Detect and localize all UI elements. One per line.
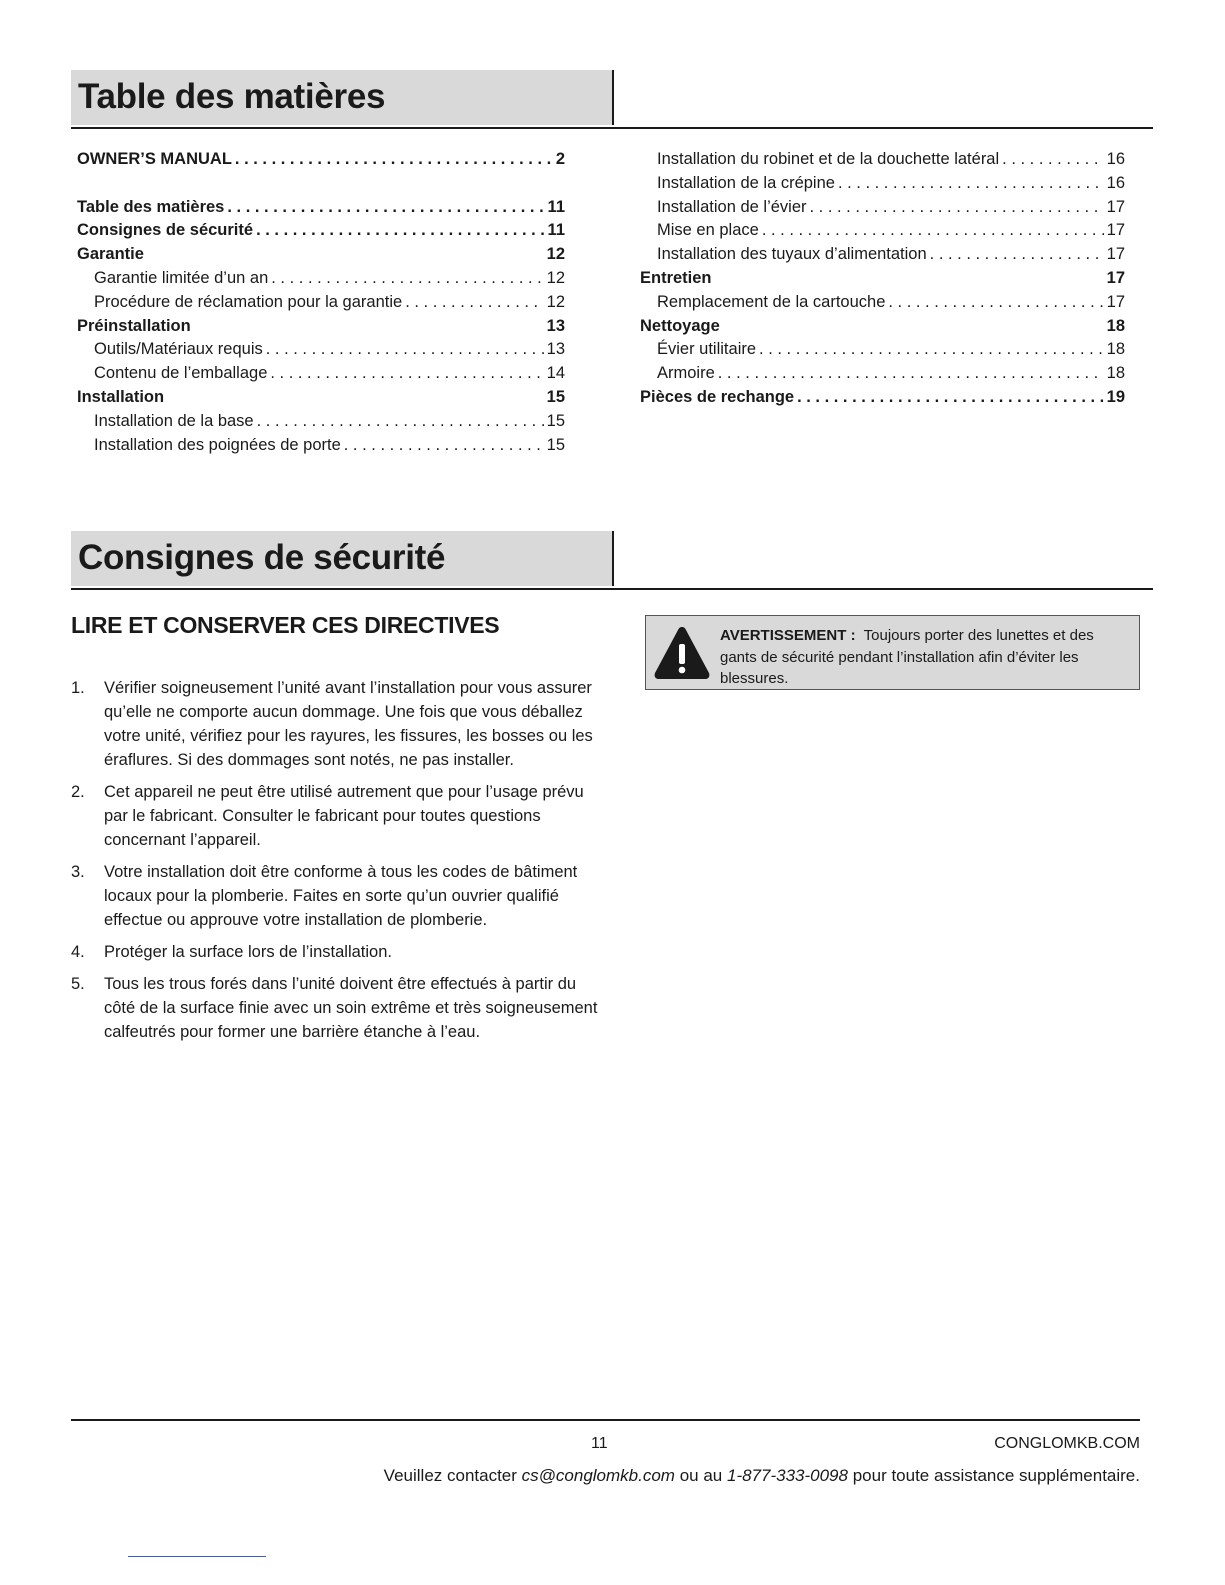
toc-entry[interactable] [640,267,1125,291]
toc-entry-page: 12 [546,245,565,264]
toc-entry-page: 13 [546,340,565,359]
toc-dot-leader [888,291,1103,315]
toc-left-column [77,148,565,457]
toc-dot-leader [810,196,1104,220]
toc-entry[interactable] [640,315,1125,339]
warning-message: Toujours porter des lunettes et des gants de sécurité pendant l’installation afin d’éviter les blessures. [720,627,1094,687]
toc-dot-leader [271,267,543,291]
toc-entry-page: 18 [1106,316,1125,335]
toc-entry-page: 17 [1106,292,1125,311]
toc-dot-leader [270,362,543,386]
toc-spacer [77,172,565,196]
toc-entry-label: Garantie [77,245,144,264]
toc-section-header [71,70,1153,129]
toc-entry-page: 12 [546,292,565,311]
toc-entry-label: Garantie limitée d’un an [94,268,269,287]
toc-header-band [71,70,614,125]
contact-prefix: Veuillez contacter [383,1466,517,1485]
toc-right-column [640,148,1125,410]
toc-entry[interactable] [77,148,565,172]
toc-entry-label: Installation de la crépine [657,173,835,192]
toc-entry[interactable] [77,410,565,434]
safety-rule-text: Protéger la surface lors de l’installation. [104,943,392,961]
footer-contact [384,1466,1140,1486]
safety-subtitle: LIRE ET CONSERVER CES DIRECTIVES [71,612,500,638]
toc-entry-page: 17 [1106,245,1125,264]
toc-entry-label: OWNER’S MANUAL [77,150,232,168]
toc-entry[interactable] [77,386,565,410]
toc-entry-label: Installation [77,387,165,406]
toc-dot-leader [838,172,1104,196]
toc-dot-leader [930,243,1104,267]
safety-header-band [71,531,614,586]
toc-entry[interactable] [77,219,565,243]
toc-entry-label: Remplacement de la cartouche [657,292,886,311]
toc-dot-leader [797,386,1104,410]
toc-entry-page: 16 [1106,150,1125,168]
toc-entry-page: 16 [1106,173,1125,192]
toc-entry-page: 13 [546,316,565,335]
contact-phone[interactable]: 1-877-333-0098 [726,1466,848,1485]
toc-entry-label: Préinstallation [77,316,191,335]
footer-site[interactable]: CONGLOMKB.COM [994,1435,1140,1452]
toc-entry-label: Table des matières [77,197,225,216]
warning-box [645,615,1140,690]
toc-entry[interactable] [640,243,1125,267]
toc-entry[interactable] [640,172,1125,196]
toc-title: Table des matières [78,77,386,116]
toc-entry[interactable] [640,338,1125,362]
footer-rule [71,1419,1140,1421]
toc-entry-page: 12 [546,268,565,287]
toc-entry-label: Mise en place [657,221,759,240]
toc-entry-label: Nettoyage [640,316,720,335]
toc-entry-label: Outils/Matériaux requis [94,340,263,359]
toc-entry-label: Évier utilitaire [657,340,757,359]
toc-entry-page: 15 [546,435,565,454]
toc-entry-page: 17 [1106,268,1125,287]
toc-dot-leader [266,338,544,362]
warning-text [720,625,1130,690]
toc-entry-label: Installation de la base [94,411,254,430]
page-number: 11 [591,1435,608,1452]
toc-entry-label: Procédure de réclamation pour la garantie [94,292,403,311]
safety-rule-text: Votre installation doit être conforme à tous les codes de bâtiment locaux pour la plomberie. Faites en sorte qu’un ouvrier qualifié effectue ou approuve votre installation de plomberie. [104,863,578,929]
toc-entry-label: Pièces de rechange [640,387,795,406]
toc-entry[interactable] [640,386,1125,410]
toc-entry-page: 11 [547,221,565,240]
toc-dot-leader [235,148,553,172]
toc-entry[interactable] [77,267,565,291]
toc-entry-page: 11 [547,197,565,216]
toc-entry-label: Consignes de sécurité [77,221,254,240]
toc-entry[interactable] [77,338,565,362]
safety-rule-number: 5. [71,975,85,993]
toc-entry-label: Installation de l’évier [657,197,807,216]
safety-rule-number: 2. [71,783,85,801]
safety-rule-item [71,676,611,772]
safety-rule-number: 1. [71,679,85,697]
toc-entry-page: 15 [546,387,565,406]
safety-rule-item [71,860,611,932]
contact-suffix: pour toute assistance supplémentaire. [852,1466,1140,1485]
link-underline [128,1556,266,1557]
toc-entry-page: 2 [555,150,565,168]
toc-dot-leader [759,338,1104,362]
toc-entry-label: Contenu de l’emballage [94,364,268,383]
safety-rule-number: 4. [71,943,85,961]
safety-rule-text: Vérifier soigneusement l’unité avant l’installation pour vous assurer qu’elle ne comporte aucun dommage. Une fois que vous déballez votre unité, vérifiez pour les rayures, les fissures, les bosses ou les éraflures. Si des dommages sont notés, ne pas installer. [104,679,593,769]
toc-entry-page: 17 [1106,221,1125,240]
safety-section-header [71,531,1153,590]
toc-entry[interactable] [77,196,565,220]
toc-entry-page: 14 [546,364,565,383]
contact-email[interactable]: cs@conglomkb.com [521,1466,675,1485]
toc-entry-label: Installation des poignées de porte [94,435,341,454]
safety-rule-number: 3. [71,863,85,881]
safety-rules-list [71,676,611,1052]
toc-entry-page: 18 [1106,340,1125,359]
toc-entry[interactable] [640,362,1125,386]
toc-entry-label: Armoire [657,364,715,383]
toc-dot-leader [762,219,1104,243]
toc-dot-leader [1002,148,1103,172]
toc-entry[interactable] [77,243,565,267]
warning-label: AVERTISSEMENT : [720,627,856,644]
toc-entry[interactable] [640,219,1125,243]
toc-dot-leader [405,291,543,315]
toc-entry[interactable] [640,196,1125,220]
toc-entry[interactable] [77,291,565,315]
toc-entry-page: 19 [1106,387,1125,406]
safety-rule-item [71,780,611,852]
toc-entry-label: Installation du robinet et de la douchette latéral [657,150,1000,168]
safety-rule-item [71,972,611,1044]
toc-entry-label: Installation des tuyaux d’alimentation [657,245,927,264]
warning-triangle-icon [653,624,711,682]
toc-dot-leader [344,434,544,458]
safety-rule-text: Cet appareil ne peut être utilisé autrement que pour l’usage prévu par le fabricant. Consulter le fabricant pour toutes questions concernant l’appareil. [104,783,584,849]
safety-rule-item [71,940,611,964]
toc-entry[interactable] [77,434,565,458]
toc-entry-page: 17 [1106,197,1125,216]
toc-dot-leader [718,362,1104,386]
toc-dot-leader [257,410,544,434]
toc-dot-leader [227,196,544,220]
toc-entry-label: Entretien [640,268,712,287]
toc-entry[interactable] [77,362,565,386]
toc-entry[interactable] [77,315,565,339]
toc-entry-page: 18 [1106,364,1125,383]
safety-title: Consignes de sécurité [78,538,446,577]
toc-entry-page: 15 [546,411,565,430]
toc-entry[interactable] [640,148,1125,172]
contact-mid: ou au [679,1466,723,1485]
safety-rule-text: Tous les trous forés dans l’unité doivent être effectués à partir du côté de la surface finie avec un soin extrême et très soigneusement calfeutrés pour former une barrière étanche à l’eau. [104,975,598,1041]
toc-entry[interactable] [640,291,1125,315]
toc-dot-leader [256,219,544,243]
